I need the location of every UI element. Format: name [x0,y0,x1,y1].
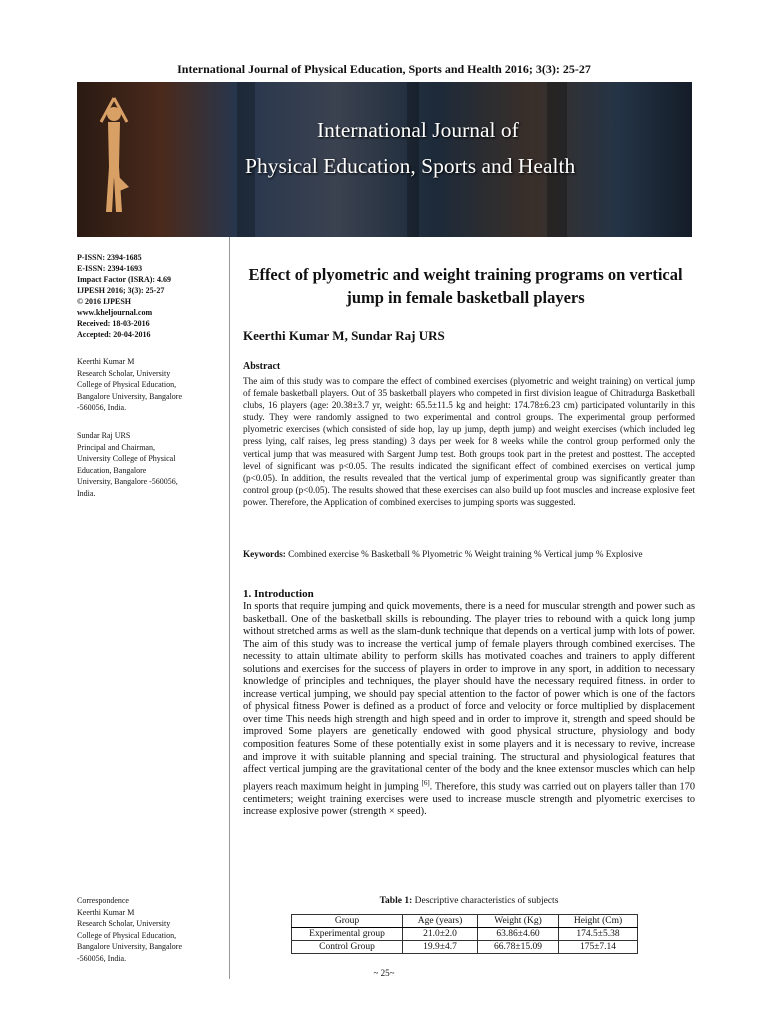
meta-line: E-ISSN: 2394-1693 [77,264,143,273]
table-cell: 175±7.14 [559,941,638,954]
table-cell: Control Group [292,941,403,954]
table-cell: 19.9±4.7 [403,941,478,954]
table-caption-text: Descriptive characteristics of subjects [414,896,559,906]
column-divider [229,237,230,979]
table-cell: Experimental group [292,928,403,941]
affiliation-line: Research Scholar, University [77,368,171,378]
table-cell: 63.86±4.60 [478,928,559,941]
correspondence-line: Correspondence [77,896,129,905]
yoga-silhouette-icon [87,92,142,232]
affiliation-line: -560056, India. [77,403,127,412]
introduction-text [243,601,695,819]
affiliation-line: Keerthi Kumar M [77,357,135,366]
journal-header: International Journal of Physical Education, Sports and Health 2016; 3(3): 25-27 [177,62,591,76]
table-row [292,928,638,941]
correspondence-line: College of Physical Education, [77,930,177,940]
introduction-body: In sports that require jumping and quick movements, there is a need for muscular strength and power such as basketball. One of the basketball skills is rebounding. The player tries to rebound with a quick long jump without stretched arms as well as the slam-dunk technique that depends on a vertical jump with lots of power. The aim of this study was to increase the vertical jump of female players through combined exercises. The necessity to attain ultimate ability to perform skills has motivated coaches and trainers to apply different solutions and exercises for the success of players in order to improve in any sport, in addition to necessary knowledge of principles and techniques, the player should have the necessary required fitness. in order to increase vertical jumping, we should pay special attention to the factor of power which is one of the factors of physical fitness Power is defined as a product of force and velocity or force multiplied by displacement over time This needs high strength and high speed and in order to improve it, strength and speed should be improved Some players are genetically endowed with good physical structure, physiology and body composition features Some of these potentially exist in some players and it is necessary to revive, increase and improve it with suitable planning and special training. The structural and physiological features that affect vertical jumping are the gravitational center of the body and the knee extensor muscles which can help players reach maximum height in jumping [243,601,695,793]
abstract-heading: Abstract [243,361,281,372]
table-cell: 174.5±5.38 [559,928,638,941]
meta-line: © 2016 IJPESH [77,297,131,306]
table-caption [243,896,695,906]
keywords-list: Combined exercise % Basketball % Plyometric % Weight training % Vertical jump % Explosive [288,549,643,559]
introduction-tail: . Therefore, this study was carried out on players taller than 170 centimeters; weight training exercises were used to increase muscle strength and plyometric exercises to increase explosive power (strength × speed). [243,781,695,818]
affiliation-second-author [77,430,227,499]
affiliation-first-author [77,356,227,414]
meta-line: www.kheljournal.com [77,308,153,317]
affiliation-line: University College of Physical [77,454,176,463]
affiliation-line: University, Bangalore -560056, [77,477,178,486]
meta-line: IJPESH 2016; 3(3): 25-27 [77,286,165,295]
table-row [292,941,638,954]
table-cell: 66.78±15.09 [478,941,559,954]
table-cell: 21.0±2.0 [403,928,478,941]
paper-title: Effect of plyometric and weight training programs on vertical jump in female basketball players [248,265,683,307]
affiliation-line: Principal and Chairman, [77,442,155,452]
affiliation-line: Education, Bangalore [77,465,147,475]
banner-title [245,112,685,184]
affiliation-line: Bangalore University, Bangalore [77,391,183,401]
correspondence-block [77,895,227,964]
paper-authors: Keerthi Kumar M, Sundar Raj URS [243,328,445,343]
keywords [243,548,695,560]
abstract-text: The aim of this study was to compare the effect of combined exercises (plyometric and weight training) on vertical jump of female basketball players. Out of 35 basketball players who competed in first division league of Chitradurga Basketball clubs, 16 players (age: 20.38±3.7 yr, weight: 65.5±11.5 kg and height: 174.78±6.23 cm) participated voluntarily in this study. They were randomly assigned to two experimental and control groups. The experimental group performed plyometric exercises (which consisted of side hop, lay up jump, depth jump) and weight exercises (which included leg press lying, calf raises, leg press standing) 3 days per week for 8 weeks while the control group performed only the vertical jump that was measured with Sargent Jump test. Both groups took part in the pretest and posttest. The accepted level of significant was p<0.05. The results indicated the significant effect of combined exercises on vertical jump (p<0.05). In addition, the results revealed that the vertical jump of experimental group was significantly greater than control group (p<0.05). The results showed that these exercises can also build up foot muscles and increase explosive feet power. Therefore, the Application of combined exercises to jumping sports was suggested. [243,376,695,507]
table-header-row [292,915,638,928]
affiliation-line: India. [77,488,96,498]
table-header: Age (years) [403,915,478,928]
correspondence-line: -560056, India. [77,953,127,963]
affiliation-line: Sundar Raj URS [77,431,131,440]
meta-line: Accepted: 20-04-2016 [77,330,151,339]
table-header: Group [292,915,403,928]
table-caption-label: Table 1: [379,896,413,906]
affiliation-line: College of Physical Education, [77,380,177,389]
banner-title-line1: International Journal of [317,118,519,142]
introduction-heading: 1. Introduction [243,588,314,600]
correspondence-line: Research Scholar, University [77,919,171,928]
banner-title-line2: Physical Education, Sports and Health [245,154,576,178]
descriptive-table [291,914,638,954]
table-header: Height (Cm) [559,915,638,928]
meta-line: Received: 18-03-2016 [77,319,150,328]
citation-ref: [6] [421,778,430,787]
meta-line: P-ISSN: 2394-1685 [77,253,142,262]
keywords-label: Keywords: [243,549,286,559]
correspondence-line: Keerthi Kumar M [77,907,135,917]
correspondence-line: Bangalore University, Bangalore [77,942,183,951]
meta-line: Impact Factor (ISRA): 4.69 [77,275,172,284]
article-meta [77,252,227,340]
journal-banner [77,82,692,237]
page-number: ~ 25~ [373,968,395,978]
table-header: Weight (Kg) [478,915,559,928]
